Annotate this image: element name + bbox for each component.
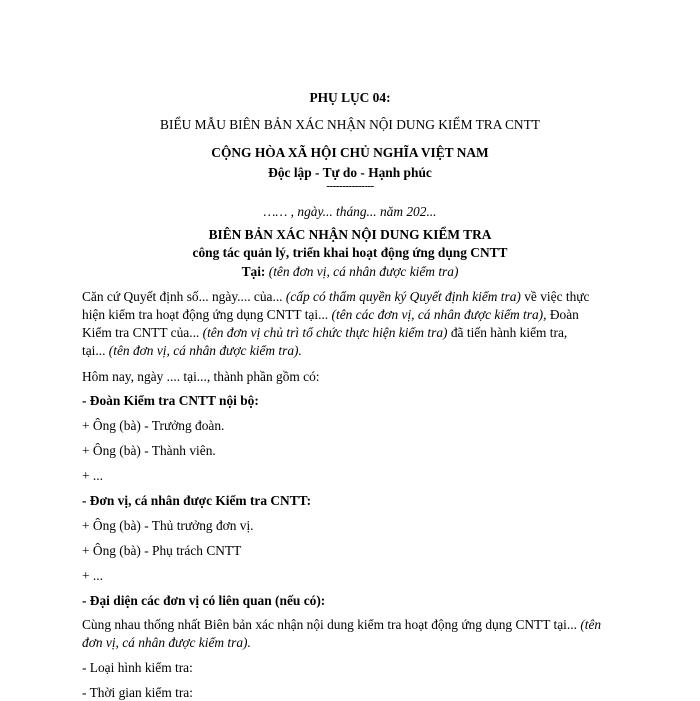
agree-line-1: [82, 617, 601, 633]
group2-heading: - Đơn vị, cá nhân được Kiểm tra CNTT:: [82, 493, 312, 508]
intro-italic: (tên các đơn vị, cá nhân được kiểm tra),: [331, 307, 547, 322]
intro-line-3: [82, 325, 567, 341]
national-title: CỘNG HÒA XÃ HỘI CHỦ NGHĨA VIỆT NAM: [211, 145, 489, 160]
date-line: …… , ngày... tháng... năm 202...: [263, 204, 437, 219]
national-motto: Độc lập - Tự do - Hạnh phúc: [268, 165, 432, 180]
intro-italic: (tên đơn vị, cá nhân được kiểm tra).: [108, 343, 302, 358]
document-title: BIÊN BẢN XÁC NHẬN NỘI DUNG KIỂM TRA: [208, 227, 492, 242]
group2-item: + Ông (bà) - Thủ trưởng đơn vị.: [82, 518, 254, 533]
location-label: Tại:: [241, 264, 266, 279]
document-location: [0, 264, 700, 280]
intro-text: về việc thực: [524, 289, 590, 304]
group2-item: + ...: [82, 568, 103, 583]
intro-italic: (cấp có thẩm quyền ký Quyết định kiểm tra): [285, 289, 521, 304]
intro-text: hiện kiểm tra hoạt động ứng dụng CNTT tại...: [82, 307, 329, 322]
group2-item: + Ông (bà) - Phụ trách CNTT: [82, 543, 242, 558]
intro-text: Kiểm tra CNTT của...: [82, 325, 200, 340]
intro-text: tại...: [82, 343, 106, 358]
agree-text: Cùng nhau thống nhất Biên bản xác nhận nội dung kiểm tra hoạt động ứng dụng CNTT tại...: [82, 617, 577, 632]
appendix-label: PHỤ LỤC 04:: [309, 90, 391, 105]
form-title: BIỂU MẪU BIÊN BẢN XÁC NHẬN NỘI DUNG KIỂM TRA CNTT: [160, 117, 540, 132]
group1-heading: - Đoàn Kiểm tra CNTT nội bộ:: [82, 393, 259, 408]
intro-text: Đoàn: [549, 307, 579, 322]
agree-line-2: đơn vị, cá nhân được kiểm tra).: [82, 635, 251, 650]
group3-heading: - Đại diện các đơn vị có liên quan (nếu có):: [82, 593, 326, 608]
intro-line-4: [82, 343, 302, 359]
field-inspection-time: - Thời gian kiểm tra:: [82, 685, 193, 700]
agree-italic: (tên: [580, 617, 602, 632]
document-subtitle: công tác quản lý, triển khai hoạt động ứng dụng CNTT: [192, 245, 508, 260]
intro-text: Căn cứ Quyết định số... ngày.... của...: [82, 289, 283, 304]
group1-item: + Ông (bà) - Thành viên.: [82, 443, 216, 458]
group1-item: + Ông (bà) - Trưởng đoàn.: [82, 418, 225, 433]
intro-line-2: [82, 307, 579, 323]
group1-item: + ...: [82, 468, 103, 483]
field-inspection-type: - Loại hình kiểm tra:: [82, 660, 193, 675]
intro-line-1: [82, 289, 590, 305]
location-value: (tên đơn vị, cá nhân được kiểm tra): [268, 264, 459, 279]
today-line: Hôm nay, ngày .... tại..., thành phần gồm có:: [82, 369, 320, 384]
motto-divider: ---------------: [326, 180, 374, 192]
intro-text: đã tiến hành kiểm tra,: [450, 325, 568, 340]
intro-italic: (tên đơn vị chủ trì tổ chức thực hiện kiểm tra): [202, 325, 448, 340]
